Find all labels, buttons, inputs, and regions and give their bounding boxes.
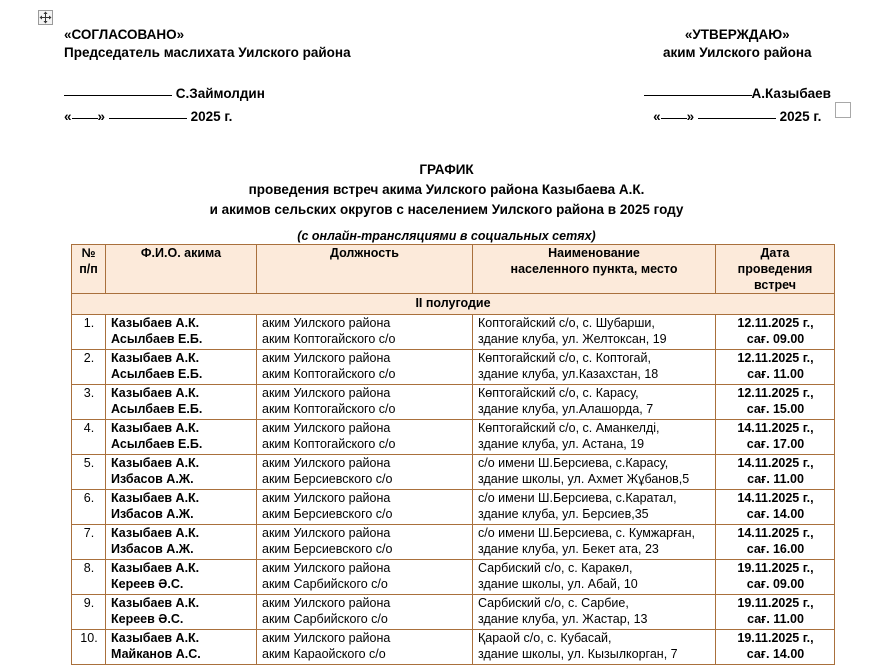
row-number-value: 2.	[83, 351, 95, 365]
row-position-line2: аким Коптогайского с/о	[262, 331, 396, 346]
row-date-line2: сағ. 16.00	[746, 541, 805, 556]
quote-open: «	[64, 109, 72, 124]
move-handle-icon[interactable]	[38, 10, 53, 25]
row-date	[716, 350, 835, 385]
row-position	[257, 560, 473, 595]
column-header-date-line1: Дата	[760, 246, 790, 260]
row-fio	[106, 560, 257, 595]
page-subtitle-line1: проведения встреч акима Уилского района Казыбаева А.К.	[248, 182, 645, 197]
row-date	[716, 490, 835, 525]
row-position	[257, 385, 473, 420]
row-place-line2: здание школы, ул. Ахмет Жұбанов,5	[478, 471, 690, 486]
table-row	[72, 490, 835, 525]
table-row	[72, 385, 835, 420]
row-fio	[106, 420, 257, 455]
row-date-line1: 19.11.2025 г.,	[737, 631, 814, 645]
table-section-header	[72, 294, 835, 315]
row-fio-line2: Кереев Ә.С.	[111, 576, 184, 591]
section-row	[72, 294, 835, 315]
row-position	[257, 490, 473, 525]
row-date-line1: 14.11.2025 г.,	[737, 456, 814, 470]
row-fio-line1: Казыбаев А.К.	[111, 386, 200, 400]
row-position	[257, 350, 473, 385]
row-fio-line2: Асылбаев Е.Б.	[111, 366, 203, 381]
quote-open: «	[653, 109, 661, 124]
row-place	[473, 350, 716, 385]
approval-right-year: 2025 г.	[779, 109, 822, 124]
row-number	[72, 595, 106, 630]
row-date-line1: 12.11.2025 г.,	[737, 351, 814, 365]
signature-rule	[644, 95, 752, 96]
row-position-line1: аким Уилского района	[262, 316, 391, 330]
row-date-line2: сағ. 17.00	[746, 436, 805, 451]
row-fio-line2: Кереев Ә.С.	[111, 611, 184, 626]
row-fio-line2: Избасов А.Ж.	[111, 471, 194, 486]
schedule-table-wrapper	[71, 244, 829, 665]
row-fio-line1: Казыбаев А.К.	[111, 421, 200, 435]
row-number	[72, 560, 106, 595]
row-number	[72, 455, 106, 490]
column-header-date-line2: проведения	[737, 262, 813, 276]
row-position	[257, 455, 473, 490]
row-position-line1: аким Уилского района	[262, 561, 391, 575]
row-date	[716, 525, 835, 560]
row-date	[716, 420, 835, 455]
column-header-date	[716, 245, 835, 294]
row-place-line1: Көптогайский с/о, с. Коптогай,	[478, 351, 651, 365]
row-position-line2: аким Берсиевского с/о	[262, 506, 393, 521]
signature-rule	[64, 95, 172, 96]
row-date-line1: 14.11.2025 г.,	[737, 526, 814, 540]
row-date-line2: сағ. 15.00	[746, 401, 805, 416]
row-fio	[106, 490, 257, 525]
table-row	[72, 595, 835, 630]
row-position-line1: аким Уилского района	[262, 351, 391, 365]
page-note: (с онлайн-трансляциями в социальных сетях)	[297, 229, 596, 243]
row-fio	[106, 630, 257, 665]
row-fio	[106, 595, 257, 630]
approval-left-year: 2025 г.	[190, 109, 233, 124]
quote-close: »	[97, 109, 106, 124]
row-date-line2: сағ. 11.00	[747, 366, 804, 381]
row-date-line2: сағ. 11.00	[747, 611, 804, 626]
row-fio-line2: Майканов А.С.	[111, 646, 201, 661]
schedule-table	[71, 244, 835, 665]
approval-left-position: Председатель маслихата Уилского района	[64, 45, 351, 60]
row-number	[72, 525, 106, 560]
row-number-value: 9.	[83, 596, 95, 610]
row-place-line2: здание клуба, ул. Бекет ата, 23	[478, 541, 659, 556]
row-date-line2: сағ. 11.00	[747, 471, 804, 486]
approval-left-signer: С.Займолдин	[175, 86, 265, 101]
row-position-line2: аким Берсиевского с/о	[262, 471, 393, 486]
row-position-line1: аким Уилского района	[262, 631, 391, 645]
row-date-line1: 12.11.2025 г.,	[737, 316, 814, 330]
row-place-line2: здание школы, ул. Абай, 10	[478, 576, 638, 591]
row-number	[72, 490, 106, 525]
row-place	[473, 490, 716, 525]
table-row	[72, 420, 835, 455]
table-row	[72, 630, 835, 665]
row-position-line2: аким Коптогайского с/о	[262, 366, 396, 381]
row-place-line2: здание клуба, ул. Жастар, 13	[478, 611, 648, 626]
row-date-line2: сағ. 14.00	[746, 646, 805, 661]
row-date	[716, 385, 835, 420]
approval-left-heading: «СОГЛАСОВАНО»	[64, 27, 185, 42]
row-number-value: 8.	[83, 561, 95, 575]
row-number	[72, 630, 106, 665]
row-place	[473, 315, 716, 350]
row-fio-line2: Асылбаев Е.Б.	[111, 401, 203, 416]
row-fio-line1: Казыбаев А.К.	[111, 316, 200, 330]
page-title: ГРАФИК	[419, 162, 474, 177]
row-number-value: 1.	[83, 316, 95, 330]
row-position	[257, 525, 473, 560]
row-place-line2: здание клуба, ул. Астана, 19	[478, 436, 645, 451]
row-date-line1: 12.11.2025 г.,	[737, 386, 814, 400]
month-rule	[109, 118, 187, 119]
row-fio	[106, 350, 257, 385]
column-header-place-line1: Наименование	[548, 246, 640, 260]
column-header-number-line1: №	[81, 246, 96, 260]
row-date-line1: 14.11.2025 г.,	[737, 421, 814, 435]
row-number-value: 4.	[83, 421, 95, 435]
row-place-line2: здание школы, ул. Кызылкорган, 7	[478, 646, 678, 661]
row-place-line1: Көптогайский с/о, с. Аманкелді,	[478, 421, 660, 435]
row-place-line1: Қараой с/о, с. Кубасай,	[478, 631, 612, 645]
day-rule	[72, 118, 98, 119]
row-fio-line1: Казыбаев А.К.	[111, 491, 200, 505]
row-fio-line1: Казыбаев А.К.	[111, 456, 200, 470]
row-fio-line1: Казыбаев А.К.	[111, 526, 200, 540]
month-rule	[698, 118, 776, 119]
approval-block-right	[644, 26, 831, 126]
row-position-line1: аким Уилского района	[262, 456, 391, 470]
row-position-line1: аким Уилского района	[262, 491, 391, 505]
row-date	[716, 595, 835, 630]
table-header	[72, 245, 835, 294]
row-date-line1: 19.11.2025 г.,	[737, 596, 814, 610]
row-number	[72, 385, 106, 420]
row-place	[473, 595, 716, 630]
row-position	[257, 595, 473, 630]
row-number-value: 10.	[80, 631, 98, 645]
approval-right-date-line	[644, 107, 831, 126]
row-place-line1: Коптогайский с/о, с. Шубарши,	[478, 316, 655, 330]
row-date-line2: сағ. 14.00	[746, 506, 805, 521]
row-number-value: 7.	[83, 526, 95, 540]
row-number-value: 5.	[83, 456, 95, 470]
row-place-line1: с/о имени Ш.Берсиева, с.Каратал,	[478, 491, 677, 505]
approval-left-signature-line	[64, 84, 351, 103]
title-block	[0, 160, 893, 243]
approval-right-signature-line	[644, 84, 831, 103]
table-row	[72, 315, 835, 350]
approval-left-date-line	[64, 107, 351, 126]
day-rule	[661, 118, 687, 119]
table-row	[72, 525, 835, 560]
column-header-number-line2: п/п	[79, 262, 98, 276]
row-date	[716, 630, 835, 665]
quote-close: »	[686, 109, 695, 124]
approval-block-left	[64, 26, 351, 126]
row-position-line1: аким Уилского района	[262, 386, 391, 400]
row-position-line2: аким Караойского с/о	[262, 646, 386, 661]
row-fio-line2: Асылбаев Е.Б.	[111, 436, 203, 451]
row-position	[257, 315, 473, 350]
row-fio	[106, 455, 257, 490]
row-position-line1: аким Уилского района	[262, 421, 391, 435]
row-fio-line2: Асылбаев Е.Б.	[111, 331, 203, 346]
row-place-line1: с/о имени Ш.Берсиева, с.Карасу,	[478, 456, 669, 470]
approval-right-position: аким Уилского района	[662, 45, 812, 60]
column-header-fio: Ф.И.О. акима	[106, 245, 257, 294]
row-place	[473, 525, 716, 560]
row-place-line1: Көптогайский с/о, с. Карасу,	[478, 386, 639, 400]
row-position	[257, 630, 473, 665]
column-header-place-line2: населенного пункта, место	[510, 262, 678, 276]
row-position-line2: аким Сарбийского с/о	[262, 576, 388, 591]
row-fio-line2: Избасов А.Ж.	[111, 506, 194, 521]
table-row	[72, 455, 835, 490]
row-place-line1: Сарбиский с/о, с. Каракөл,	[478, 561, 633, 575]
column-header-date-line3: встреч	[754, 278, 796, 292]
page-subtitle-line2: и акимов сельских округов с населением Уилского района в 2025 году	[209, 202, 684, 217]
row-position-line1: аким Уилского района	[262, 596, 391, 610]
row-date-line2: сағ. 09.00	[746, 331, 805, 346]
row-place-line2: здание клуба, ул. Берсиев,35	[478, 506, 649, 521]
row-position-line1: аким Уилского района	[262, 526, 391, 540]
row-fio	[106, 385, 257, 420]
approval-right-heading: «УТВЕРЖДАЮ»	[684, 27, 790, 42]
row-place	[473, 630, 716, 665]
row-number	[72, 315, 106, 350]
row-position-line2: аким Берсиевского с/о	[262, 541, 393, 556]
row-place	[473, 385, 716, 420]
row-fio-line2: Избасов А.Ж.	[111, 541, 194, 556]
column-header-position: Должность	[257, 245, 473, 294]
row-date-line2: сағ. 09.00	[746, 576, 805, 591]
row-place	[473, 560, 716, 595]
table-row	[72, 560, 835, 595]
row-date	[716, 315, 835, 350]
section-label: II полугодие	[72, 294, 835, 315]
row-fio-line1: Казыбаев А.К.	[111, 351, 200, 365]
row-position-line2: аким Коптогайского с/о	[262, 436, 396, 451]
row-date-line1: 14.11.2025 г.,	[737, 491, 814, 505]
row-fio-line1: Казыбаев А.К.	[111, 596, 200, 610]
row-fio-line1: Казыбаев А.К.	[111, 631, 200, 645]
row-place	[473, 420, 716, 455]
table-row	[72, 350, 835, 385]
row-number-value: 6.	[83, 491, 95, 505]
row-fio	[106, 525, 257, 560]
row-date	[716, 455, 835, 490]
row-place-line2: здание клуба, ул.Алашорда, 7	[478, 401, 654, 416]
row-place-line1: Сарбиский с/о, с. Сарбие,	[478, 596, 629, 610]
column-header-number	[72, 245, 106, 294]
row-date	[716, 560, 835, 595]
table-body	[72, 315, 835, 665]
row-number	[72, 350, 106, 385]
row-place-line2: здание клуба, ул.Казахстан, 18	[478, 366, 659, 381]
table-header-row	[72, 245, 835, 294]
row-position-line2: аким Сарбийского с/о	[262, 611, 388, 626]
row-fio	[106, 315, 257, 350]
approval-right-signer: А.Казыбаев	[751, 86, 831, 101]
row-position-line2: аким Коптогайского с/о	[262, 401, 396, 416]
row-fio-line1: Казыбаев А.К.	[111, 561, 200, 575]
row-place-line2: здание клуба, ул. Желтоксан, 19	[478, 331, 667, 346]
row-place-line1: с/о имени Ш.Берсиева, с. Кумжарған,	[478, 526, 695, 540]
row-number	[72, 420, 106, 455]
row-number-value: 3.	[83, 386, 95, 400]
row-date-line1: 19.11.2025 г.,	[737, 561, 814, 575]
column-header-place	[473, 245, 716, 294]
approval-header	[0, 26, 893, 126]
row-place	[473, 455, 716, 490]
row-position	[257, 420, 473, 455]
